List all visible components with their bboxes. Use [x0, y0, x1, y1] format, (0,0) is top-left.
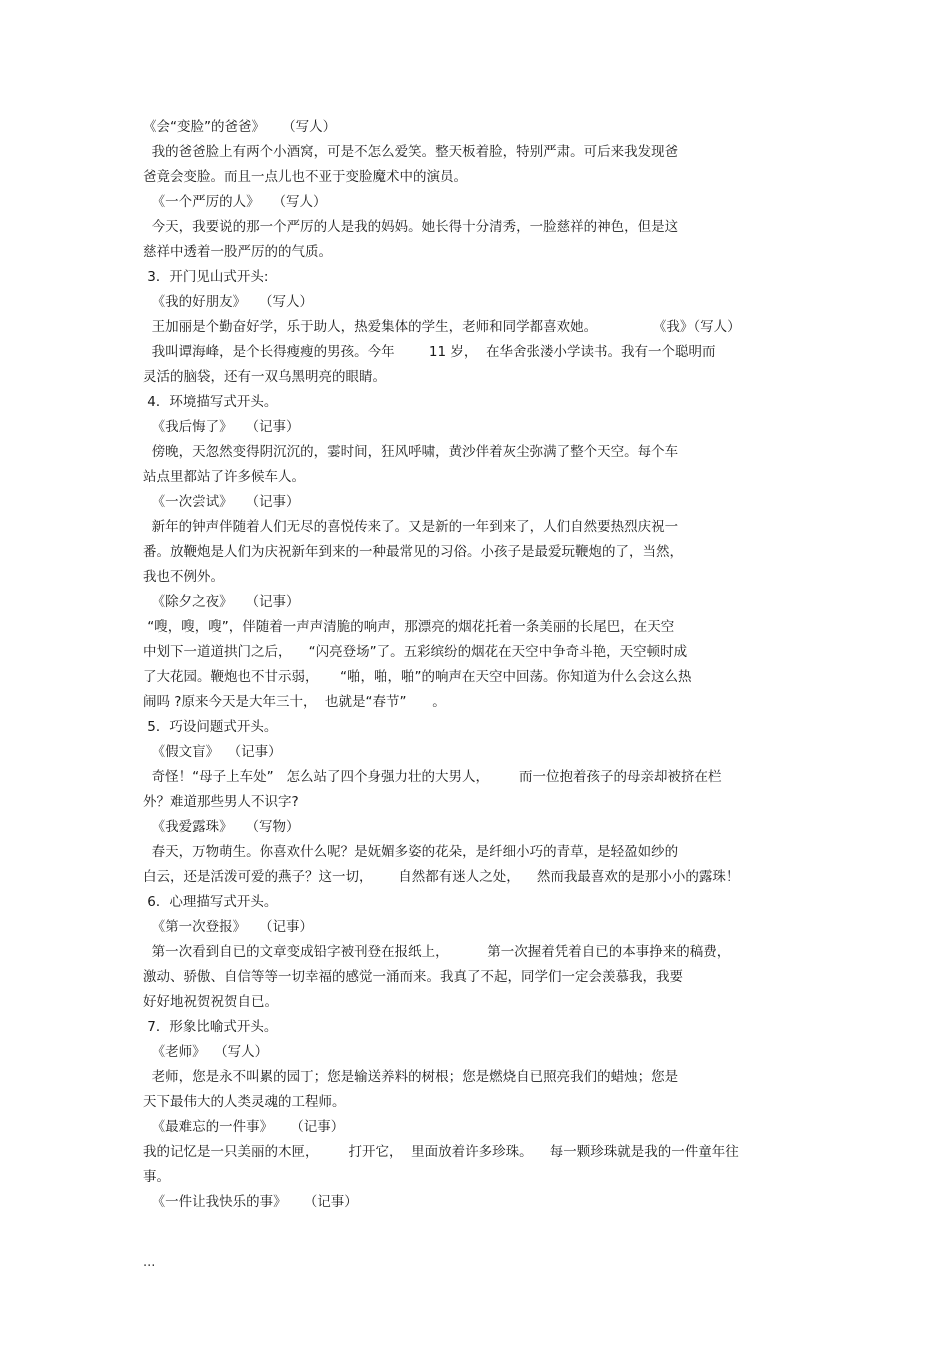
text-line: 王加丽是个勤奋好学，乐于助人，热爱集体的学生，老师和同学都喜欢她。 《我》（写人） — [143, 319, 741, 335]
text-line: 《我爱露珠》 （写物） — [143, 819, 300, 835]
text-line: 灵活的脑袋，还有一双乌黑明亮的眼睛。 — [143, 369, 386, 385]
text-line: 今天，我要说的那一个严厉的人是我的妈妈。她长得十分清秀，一脸慈祥的神色，但是这 — [143, 219, 679, 235]
text-line: 《会“变脸”的爸爸》 （写人） — [143, 119, 337, 135]
text-line: 闹吗 ?原来今天是大年三十， 也就是“春节” 。 — [143, 694, 446, 710]
text-line: 外？难道那些男人不识字? — [143, 794, 299, 810]
text-line: 好好地祝贺祝贺自已。 — [143, 994, 278, 1010]
text-line: 《一个严厉的人》 （写人） — [143, 194, 327, 210]
text-line: 番。放鞭炮是人们为庆祝新年到来的一种最常见的习俗。小孩子是最爱玩鞭炮的了，当然， — [143, 544, 683, 560]
text-line: 《一件让我快乐的事》 （记事） — [143, 1194, 358, 1210]
text-line: “嗖，嗖，嗖”，伴随着一声声清脆的响声，那漂亮的烟花托着一条美丽的长尾巴，在天空 — [143, 619, 675, 635]
text-line: 我叫谭海峰，是个长得瘦瘦的男孩。今年 11 岁， 在华舍张溇小学读书。我有一个聪明而 — [143, 344, 716, 360]
text-line: 老师，您是永不叫累的园丁；您是输送养料的树根；您是燃烧自已照亮我们的蜡烛；您是 — [143, 1069, 679, 1085]
continuation-ellipsis: ... — [143, 1255, 156, 1270]
text-line: 新年的钟声伴随着人们无尽的喜悦传来了。又是新的一年到来了，人们自然要热烈庆祝一 — [143, 519, 679, 535]
text-line: 《我后悔了》 （记事） — [143, 419, 300, 435]
text-line: 6．心理描写式开头。 — [143, 894, 278, 910]
text-line: 《假文盲》 （记事） — [143, 744, 282, 760]
text-line: 《一次尝试》 （记事） — [143, 494, 300, 510]
text-line: 《最难忘的一件事》 （记事） — [143, 1119, 345, 1135]
text-line: 了大花园。鞭炮也不甘示弱， “啪，啪，啪”的响声在天空中回荡。你知道为什么会这么热 — [143, 669, 692, 685]
text-line: 《老师》 （写人） — [143, 1044, 269, 1060]
text-line: 傍晚，天忽然变得阴沉沉的，霎时间，狂风呼啸，黄沙伴着灰尘弥满了整个天空。每个车 — [143, 444, 679, 460]
text-line: 慈祥中透着一股严厉的的气质。 — [143, 244, 332, 260]
text-line: 第一次看到自已的文章变成铅字被刊登在报纸上， 第一次握着凭着自已的本事挣来的稿费， — [143, 944, 731, 960]
text-line: 我的爸爸脸上有两个小酒窝，可是不怎么爱笑。整天板着脸，特别严肃。可后来我发现爸 — [143, 144, 679, 160]
text-line: 春天，万物萌生。你喜欢什么呢？是妩媚多姿的花朵，是纤细小巧的青草，是轻盈如纱的 — [143, 844, 679, 860]
text-line: 7．形象比喻式开头。 — [143, 1019, 278, 1035]
text-line: 我也不例外。 — [143, 569, 224, 585]
text-line: 3．开门见山式开头: — [143, 269, 269, 285]
text-line: 爸竟会变脸。而且一点儿也不亚于变脸魔术中的演员。 — [143, 169, 467, 185]
text-line: 4．环境描写式开头。 — [143, 394, 278, 410]
text-line: 中划下一道道拱门之后， “闪亮登场”了。五彩缤纷的烟花在天空中争奇斗艳，天空顿时成 — [143, 644, 688, 660]
text-line: 5．巧设问题式开头。 — [143, 719, 278, 735]
text-line: 天下最伟大的人类灵魂的工程师。 — [143, 1094, 346, 1110]
text-line: 《我的好朋友》 （写人） — [143, 294, 313, 310]
text-line: 事。 — [143, 1169, 170, 1185]
text-line: 白云，还是活泼可爱的燕子？这一切， 自然都有迷人之处， 然而我最喜欢的是那小小的露珠！ — [143, 869, 740, 885]
text-line: 站点里都站了许多候车人。 — [143, 469, 305, 485]
text-line: 我的记忆是一只美丽的木匣， 打开它， 里面放着许多珍珠。 每一颗珍珠就是我的一件童年往 — [143, 1144, 739, 1160]
text-line: 激动、骄傲、自信等等一切幸福的感觉一涌而来。我真了不起，同学们一定会羡慕我，我要 — [143, 969, 683, 985]
text-line: 《第一次登报》 （记事） — [143, 919, 313, 935]
text-line: 《除夕之夜》 （记事） — [143, 594, 300, 610]
text-line: 奇怪！“母子上车处” 怎么站了四个身强力壮的大男人， 而一位抱着孩子的母亲却被挤在栏 — [143, 769, 722, 785]
